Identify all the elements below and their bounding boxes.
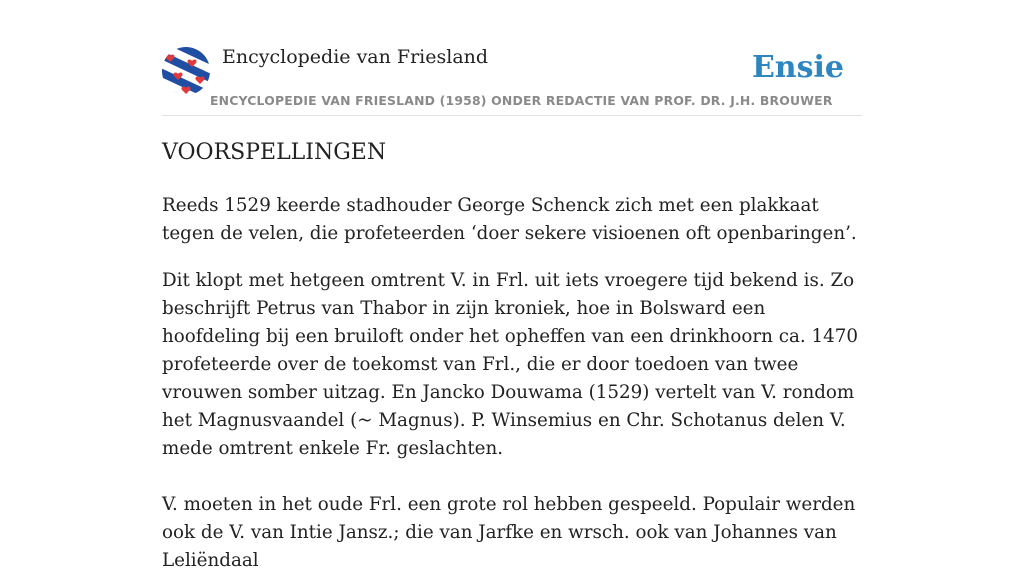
article-paragraph: Reeds 1529 keerde stadhouder George Schenck zich met een plakkaat tegen de velen, die profeteerden ‘doer sekere visioenen oft openbaringen’.	[162, 195, 857, 244]
article-body	[162, 192, 862, 575]
site-name-link[interactable]: Encyclopedie van Friesland	[222, 46, 489, 68]
frisian-flag-icon[interactable]	[162, 47, 210, 95]
article-title: VOORSPELLINGEN	[162, 140, 387, 165]
ensie-logo-link[interactable]: Ensie	[751, 50, 844, 85]
encyclopedia-subtitle: ENCYCLOPEDIE VAN FRIESLAND (1958) ONDER REDACTIE VAN PROF. DR. J.H. BROUWER	[210, 93, 833, 108]
article-paragraph: Dit klopt met hetgeen omtrent V. in Frl. uit iets vroegere tijd bekend is. Zo beschrijft Petrus van Thabor in zijn kroniek, hoe in Bolsward een hoofdeling bij een bruiloft onder het opheffen van een drinkhoorn ca. 1470 profeteerde over de toekomst van Frl., die er door toedoen van twee vrouwen somber uitzag. En Jancko Douwama (1529) vertelt van V. rondom het Magnusvaandel (~ Magnus). P. Winsemius en Chr. Schotanus delen V. mede omtrent enkele Fr. geslachten.	[162, 270, 859, 459]
page	[162, 0, 862, 571]
site-header	[162, 0, 862, 116]
article-paragraph: V. moeten in het oude Frl. een grote rol hebben gespeeld. Populair werden ook de V. van Intie Jansz.; die van Jarfke en wrsch. ook van Johannes van Leliëndaal	[162, 494, 856, 571]
